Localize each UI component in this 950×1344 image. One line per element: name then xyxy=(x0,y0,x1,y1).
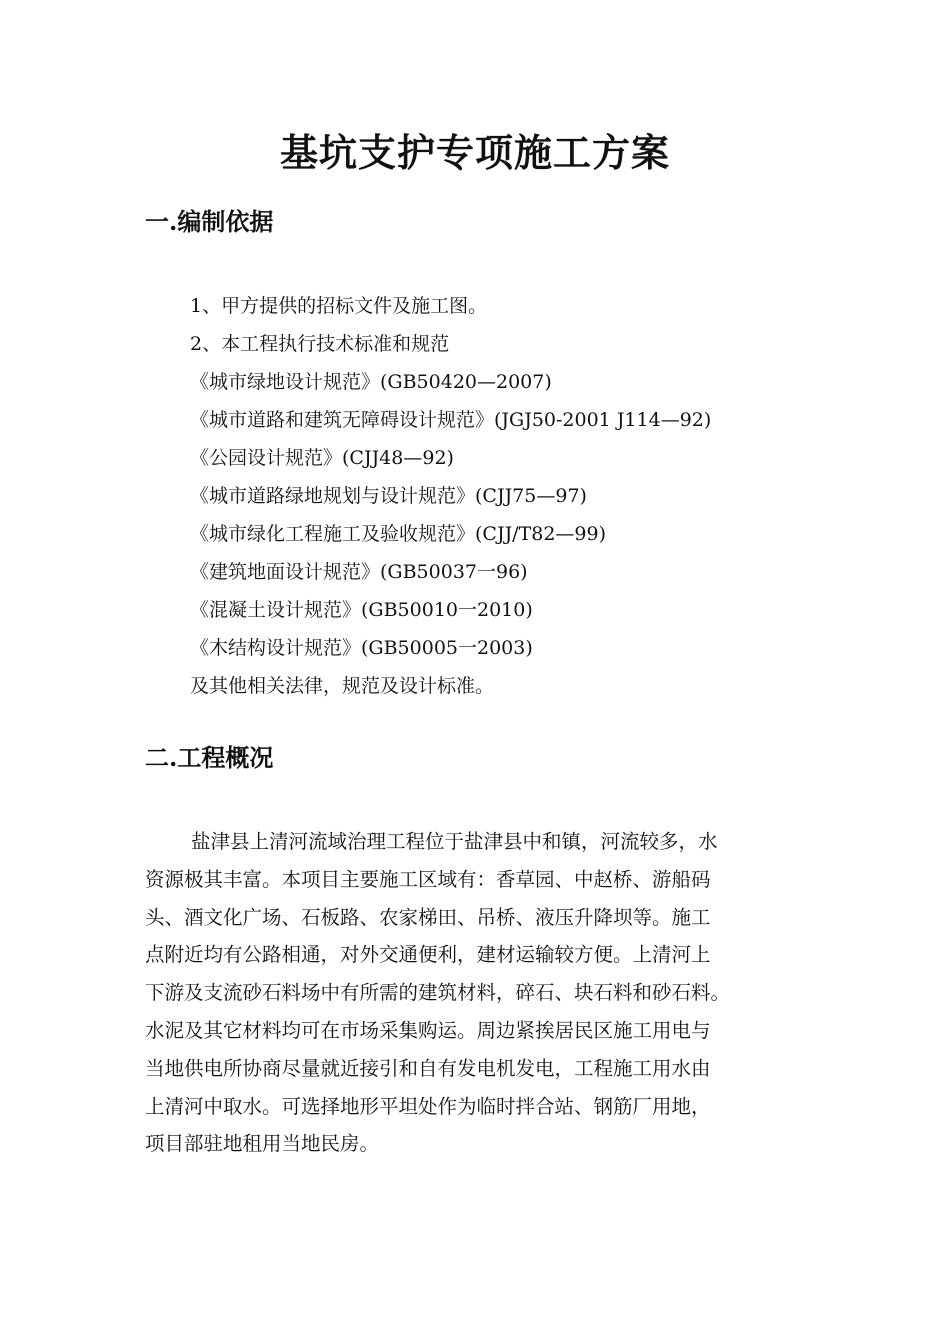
section-heading-overview: 二.工程概况 xyxy=(145,743,274,772)
paragraph-line: 上清河中取水。可选择地形平坦处作为临时拌合站、钢筋厂用地， xyxy=(145,1094,711,1118)
paragraph-line: 下游及支流砂石料场中有所需的建筑材料，碎石、块石料和砂石料。 xyxy=(145,981,731,1005)
list-item: 《城市道路绿地规划与设计规范》(CJJ75—97) xyxy=(190,485,587,507)
paragraph-line: 水泥及其它材料均可在市场采集购运。周边紧挨居民区施工用电与 xyxy=(145,1018,711,1042)
paragraph-line: 当地供电所协商尽量就近接引和自有发电机发电，工程施工用水由 xyxy=(145,1056,711,1080)
list-item: 《公园设计规范》(CJJ48—92) xyxy=(190,447,454,469)
list-item: 及其他相关法律，规范及设计标准。 xyxy=(190,675,495,697)
list-item: 1、甲方提供的招标文件及施工图。 xyxy=(190,295,488,317)
basis-list xyxy=(190,287,711,705)
paragraph-line: 点附近均有公路相通，对外交通便利，建材运输较方便。上清河上 xyxy=(145,943,711,967)
list-item: 《建筑地面设计规范》(GB50037一96) xyxy=(190,561,528,583)
list-item: 《城市道路和建筑无障碍设计规范》(JGJ50-2001 J114—92) xyxy=(190,409,712,431)
list-item: 《木结构设计规范》(GB50005一2003) xyxy=(190,637,533,659)
paragraph-line: 头、酒文化广场、石板路、农家梯田、吊桥、液压升降坝等。施工 xyxy=(145,905,711,929)
list-item: 《城市绿地设计规范》(GB50420—2007) xyxy=(190,371,552,393)
paragraph-line: 盐津县上清河流域治理工程位于盐津县中和镇，河流较多，水 xyxy=(191,830,718,853)
paragraph-line: 项目部驻地租用当地民房。 xyxy=(145,1132,380,1156)
list-item: 2、本工程执行技术标准和规范 xyxy=(190,333,450,355)
section-heading-basis: 一.编制依据 xyxy=(145,207,274,236)
paragraph-line: 资源极其丰富。本项目主要施工区域有：香草园、中赵桥、游船码 xyxy=(145,867,711,891)
overview-paragraph xyxy=(145,823,825,1163)
document-title: 基坑支护专项施工方案 xyxy=(279,130,670,175)
list-item: 《混凝土设计规范》(GB50010一2010) xyxy=(190,599,533,621)
list-item: 《城市绿化工程施工及验收规范》(CJJ/T82—99) xyxy=(190,523,607,545)
